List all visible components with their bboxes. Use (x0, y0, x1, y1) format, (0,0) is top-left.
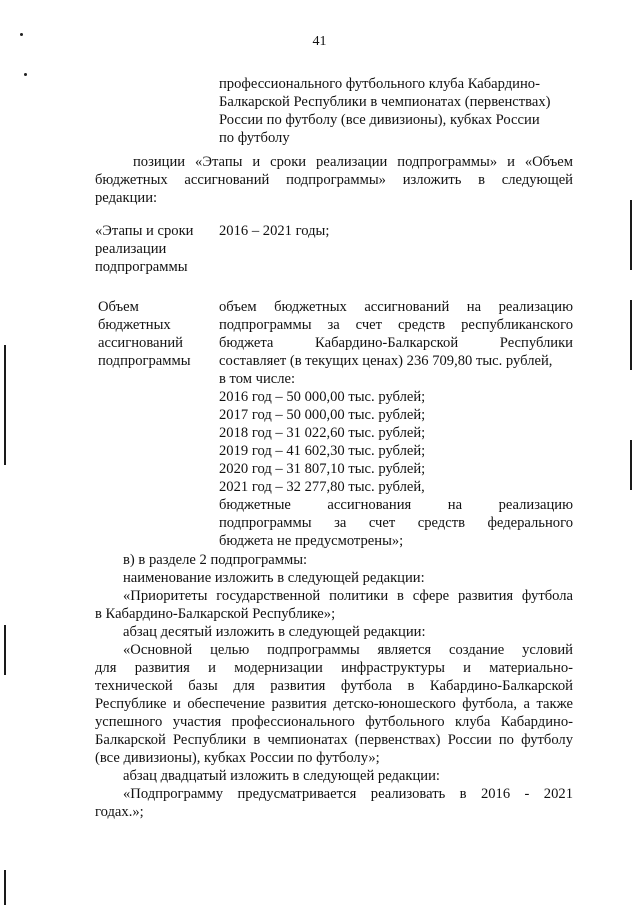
text-line: Балкарской Республики в чемпионатах (первенствах) России по футболу (95, 732, 573, 748)
text-line: абзац двадцатый изложить в следующей редакции: (123, 768, 440, 784)
text-line: наименование изложить в следующей редакции: (123, 570, 425, 586)
table-label-line: подпрограммы (95, 259, 188, 275)
text-line: «Подпрограмму предусматривается реализовать в 2016 - 2021 (123, 786, 573, 802)
table-value-line: бюджетные ассигнования на реализацию (219, 497, 573, 513)
scan-edge-mark (630, 300, 632, 370)
table-label-line: «Этапы и сроки (95, 223, 194, 239)
text-line: годах.»; (95, 804, 144, 820)
text-line: по футболу (219, 130, 290, 146)
text-line: (все дивизионы), кубках России по футболу»; (95, 750, 380, 766)
text-line: позиции «Этапы и сроки реализации подпрограммы» и «Объем (133, 154, 573, 170)
text-line: «Приоритеты государственной политики в сфере развития футбола (123, 588, 573, 604)
text-line: профессионального футбольного клуба Кабардино- (219, 76, 540, 92)
table-value-line: 2021 год – 32 277,80 тыс. рублей, (219, 479, 425, 495)
text-line: Республике и обеспечение развития детско-юношеского футбола, а также (95, 696, 573, 712)
text-line: «Основной целью подпрограммы является создание условий (123, 642, 573, 658)
scan-edge-mark (630, 200, 632, 270)
table-value-line: бюджета не предусмотрены»; (219, 533, 404, 549)
table-value-line: 2020 год – 31 807,10 тыс. рублей; (219, 461, 426, 477)
table-label-line: Объем (98, 299, 139, 315)
table-value-line: 2019 год – 41 602,30 тыс. рублей; (219, 443, 426, 459)
text-line: редакции: (95, 190, 158, 206)
text-line: бюджетных ассигнований подпрограммы» изложить в следующей (95, 172, 573, 188)
table-value-line: 2018 год – 31 022,60 тыс. рублей; (219, 425, 426, 441)
scan-speck (24, 73, 27, 76)
text-line: абзац десятый изложить в следующей редакции: (123, 624, 426, 640)
table-value-line: подпрограммы за счет средств федерального (219, 515, 573, 531)
table-value-line: составляет (в текущих ценах) 236 709,80 тыс. рублей, (219, 353, 553, 369)
table-label-line: ассигнований (98, 335, 183, 351)
text-line: Балкарской Республики в чемпионатах (первенствах) (219, 94, 551, 110)
table-value: 2016 – 2021 годы; (219, 223, 330, 239)
scan-edge-mark (4, 345, 6, 465)
text-line: технической базы для развития футбола в Кабардино-Балкарской (95, 678, 573, 694)
table-value-line: объем бюджетных ассигнований на реализацию (219, 299, 573, 315)
text-line: в Кабардино-Балкарской Республике»; (95, 606, 336, 622)
table-label-line: реализации (95, 241, 167, 257)
text-line: России по футболу (все дивизионы), кубках России (219, 112, 540, 128)
table-value-line: 2017 год – 50 000,00 тыс. рублей; (219, 407, 426, 423)
table-label-line: бюджетных (98, 317, 171, 333)
text-line: для развития и модернизации инфраструктуры и материально- (95, 660, 573, 676)
table-value-line: 2016 год – 50 000,00 тыс. рублей; (219, 389, 426, 405)
table-value-line: подпрограммы за счет средств республиканского (219, 317, 573, 333)
text-line: успешного участия профессионального футбольного клуба Кабардино- (95, 714, 573, 730)
table-value-line: бюджета Кабардино-Балкарской Республики (219, 335, 573, 351)
scan-edge-mark (630, 440, 632, 490)
scan-edge-mark (4, 625, 6, 675)
scan-edge-mark (4, 870, 6, 905)
table-value-line: в том числе: (219, 371, 296, 387)
text-line: в) в разделе 2 подпрограммы: (123, 552, 308, 568)
table-label-line: подпрограммы (98, 353, 191, 369)
page-number: 41 (312, 34, 327, 49)
